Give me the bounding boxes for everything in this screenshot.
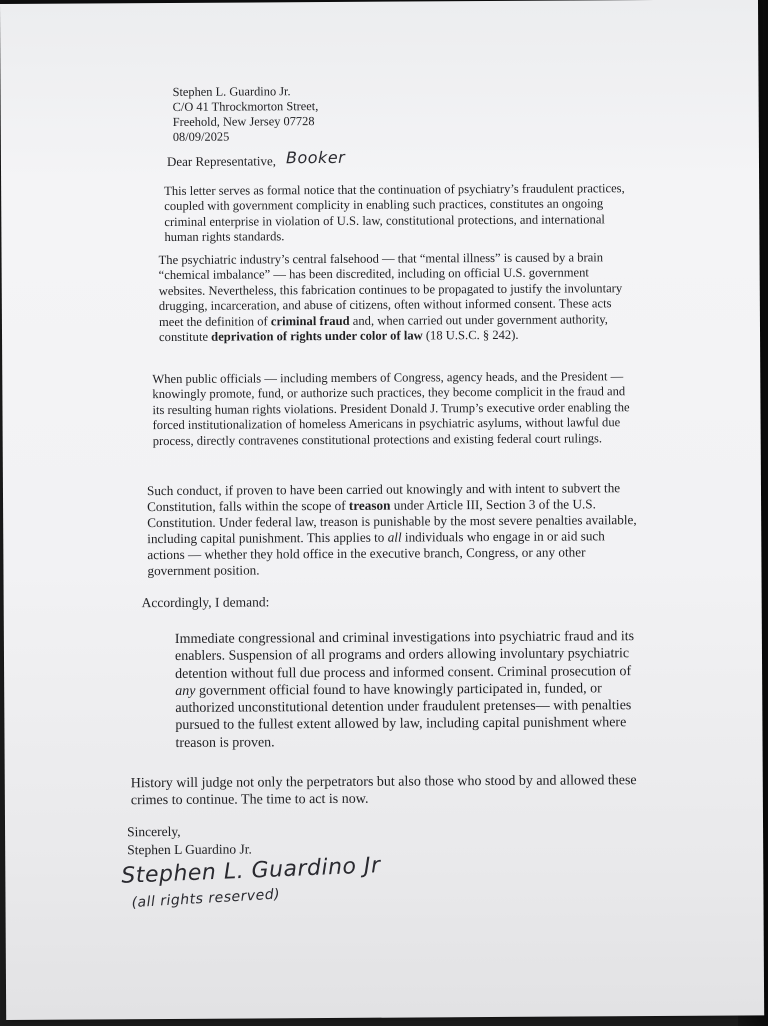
- paragraph-history: History will judge not only the perpetrators but also those who stood by and allowed these crimes to continue. The time to act is now.: [130, 773, 637, 809]
- p4-italic-all: all: [387, 529, 402, 545]
- paragraph-notice: This letter serves as formal notice that the continuation of psychiatry’s fraudulent practices, coupled with government complicity in enabling such practices, constitutes an ongoing criminal enterprise in violation of U.S. law, constitutional protections, and international human rights standards.: [164, 181, 625, 245]
- closing-block: [127, 822, 252, 859]
- p6-text-b: government official found to have knowingly participated in, funded, or authorized unconstitutional detention under fraudulent pretenses— with penalties pursued to the fullest extent allowed by law, including capital punishment where treason is proven.: [175, 681, 632, 751]
- p4-bold-treason: treason: [348, 497, 391, 513]
- p4-text-a: Such conduct, if proven to have been carried out knowingly and with intent to subvert the Constitution, falls within the scope of: [146, 480, 621, 515]
- p2-bold-deprivation: deprivation of rights under color of law: [211, 328, 423, 344]
- addressee-handwritten: Booker: [285, 147, 346, 168]
- closing-name: Stephen L Guardino Jr.: [127, 841, 252, 858]
- p4-text-c: under Article III, Section 3 of the U.S. Constitution. Under federal law, treason is punishable by the most severe penalties available, including capital punishment. This applies to: [147, 496, 637, 547]
- signature-note: (all rights reserved): [131, 886, 281, 912]
- signature-scrawl: Stephen L. Guardino Jr: [120, 853, 381, 889]
- p2-text-c: and, when carried out under government authority, constitute: [158, 311, 608, 345]
- p2-text-a: The psychiatric industry’s central falsehood — that “mental illness” is caused by a brain “chemical imbalance” — has been discredited, including on official U.S. government websites. Nevertheless, this fabrication continues to be propagated to justify the involuntary drugging, incarceration, and abuse of citizens, often without informed consent. These acts meet the definition of: [158, 250, 623, 329]
- sender-address-block: [172, 84, 318, 145]
- salutation: [166, 147, 346, 170]
- p2-bold-criminal-fraud: criminal fraud: [270, 313, 350, 328]
- sender-street: C/O 41 Throckmorton Street,: [172, 99, 319, 114]
- sender-name: Stephen L. Guardino Jr.: [172, 84, 291, 99]
- paragraph-public-officials: When public officials — including members of Congress, agency heads, and the President — knowingly promote, fund, or authorize such practices, they become complicit in the fraud and its resulting human rights violations. President Donald J. Trump’s executive order enabling the forced institutionalization of homeless Americans in psychiatric asylums, without lawful due process, directly contravenes constitutional protections and existing federal court rulings.: [152, 369, 630, 448]
- p6-italic-any: any: [175, 683, 196, 699]
- p6-text-a: Immediate congressional and criminal investigations into psychiatric fraud and its enablers. Suspension of all programs and orders allowing involuntary psychiatric detention without full due process and informed consent. Criminal prosecution of: [174, 629, 635, 682]
- closing-word: Sincerely,: [127, 823, 181, 840]
- paragraph-demands: [175, 628, 652, 752]
- paragraph-chemical-imbalance: [159, 250, 638, 345]
- p2-text-d: (18 U.S.C. § 242).: [422, 327, 519, 343]
- paragraph-treason: [147, 480, 640, 579]
- salutation-text: Dear Representative,: [166, 153, 277, 169]
- p4-text-d: individuals who engage in or aid such actions — whether they hold office in the executive branch, Congress, or any other government position.: [147, 528, 605, 579]
- sender-city: Freehold, New Jersey 07728: [172, 114, 315, 129]
- handwritten-signature: [120, 853, 381, 923]
- letter-date: 08/09/2025: [172, 129, 230, 144]
- paragraph-demand-intro: Accordingly, I demand:: [141, 594, 270, 611]
